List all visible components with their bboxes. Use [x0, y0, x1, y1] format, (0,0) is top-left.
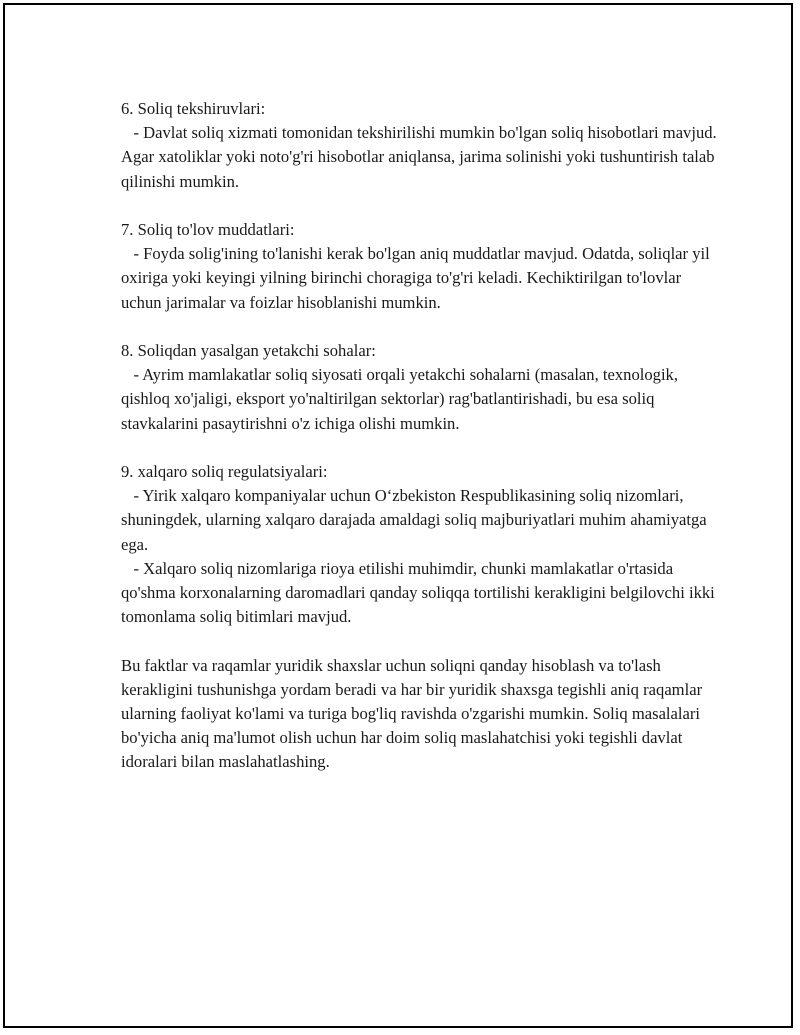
closing-paragraph: Bu faktlar va raqamlar yuridik shaxslar uchun soliqni qanday hisoblash va to'lash kerakligini tushunishga yordam beradi va har bir yuridik shaxsga tegishli aniq raqamlar ularning faoliyat ko'lami va turiga bog'liq ravishda o'zgarishi mumkin. Soliq masalalari bo'yicha aniq ma'lumot olish uchun har doim soliq maslahatchisi yoki tegishli davlat idoralari bilan maslahatlashing.	[121, 655, 703, 772]
section-bullet: - Davlat soliq xizmati tomonidan tekshirilishi mumkin bo'lgan soliq hisobotlari mavjud. Agar xatoliklar yoki noto'g'ri hisobotlar aniqlansa, jarima solinishi yoki tushuntirish talab qilinishi mumkin.	[121, 123, 720, 191]
section-soliq-tekshiruvlari	[121, 97, 721, 194]
document-body	[121, 97, 721, 775]
section-bullet: - Yirik xalqaro kompaniyalar uchun O‘zbekiston Respublikasining soliq nizomlari, shuningdek, ularning xalqaro darajada amaldagi soliq majburiyatlari muhim ahamiyatga ega.	[121, 486, 711, 554]
section-yetakchi-sohalar	[121, 339, 721, 436]
document-page	[3, 3, 793, 1028]
section-heading: 9. xalqaro soliq regulatsiyalari:	[121, 462, 328, 481]
section-heading: 7. Soliq to'lov muddatlari:	[121, 220, 295, 239]
section-bullet: - Foyda solig'ining to'lanishi kerak bo'lgan aniq muddatlar mavjud. Odatda, soliqlar yil oxiriga yoki keyingi yilning birinchi choragiga to'g'ri keladi. Kechiktirilgan to'lovlar uchun jarimalar va foizlar hisoblanishi mumkin.	[121, 244, 714, 312]
section-soliq-tolov-muddatlari	[121, 218, 721, 315]
section-xalqaro-soliq	[121, 460, 721, 629]
section-bullet: - Ayrim mamlakatlar soliq siyosati orqali yetakchi sohalarni (masalan, texnologik, qishloq xo'jaligi, eksport yo'naltirilgan sektorlar) rag'batlantirishadi, bu esa soliq stavkalarini pasaytirishni o'z ichiga olishi mumkin.	[121, 365, 683, 433]
section-bullet: - Xalqaro soliq nizomlariga rioya etilishi muhimdir, chunki mamlakatlar o'rtasida qo'shma korxonalarning daromadlari qanday soliqqa tortilishi kerakligini belgilovchi ikki tomonlama soliq bitimlari mavjud.	[121, 558, 719, 627]
section-heading: 8. Soliqdan yasalgan yetakchi sohalar:	[121, 341, 376, 360]
section-heading: 6. Soliq tekshiruvlari:	[121, 99, 266, 118]
